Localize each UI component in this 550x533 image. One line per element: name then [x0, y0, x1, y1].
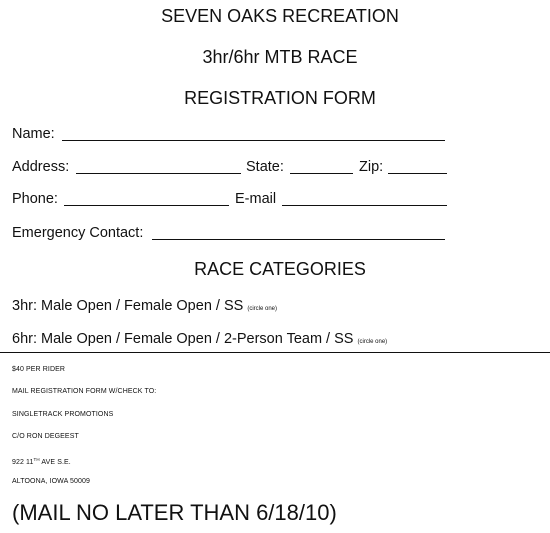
zip-line[interactable] — [388, 173, 447, 174]
street-name: AVE S.E. — [39, 459, 71, 466]
street-number: 922 11 — [12, 459, 34, 466]
race-categories-heading: RACE CATEGORIES — [194, 259, 366, 279]
name-line[interactable] — [62, 140, 445, 141]
address-line[interactable] — [76, 173, 241, 174]
state-line[interactable] — [290, 173, 353, 174]
emergency-contact-label: Emergency Contact: — [12, 225, 144, 241]
category-3hr-options: 3hr: Male Open / Female Open / SS — [12, 298, 244, 314]
email-line[interactable] — [282, 205, 447, 206]
org-title: SEVEN OAKS RECREATION — [161, 6, 399, 26]
circle-one-note: (circle one) — [357, 339, 388, 345]
mail-instruction: MAIL REGISTRATION FORM W/CHECK TO: — [12, 388, 157, 395]
category-6hr-options: 6hr: Male Open / Female Open / 2-Person Team / SS — [12, 331, 354, 347]
mail-attention: C/O RON DEGEEST — [12, 433, 79, 440]
mail-street — [12, 455, 71, 467]
form-title: REGISTRATION FORM — [184, 88, 376, 108]
category-3hr[interactable] — [12, 297, 277, 318]
state-label: State: — [246, 159, 284, 175]
circle-one-note: (circle one) — [247, 306, 278, 312]
mail-recipient: SINGLETRACK PROMOTIONS — [12, 411, 114, 418]
entry-fee: $40 PER RIDER — [12, 366, 66, 373]
event-title: 3hr/6hr MTB RACE — [202, 47, 358, 67]
phone-label: Phone: — [12, 191, 58, 207]
phone-line[interactable] — [64, 205, 229, 206]
zip-label: Zip: — [359, 159, 384, 175]
mail-city: ALTOONA, IOWA 50009 — [12, 478, 91, 485]
section-divider — [0, 352, 550, 353]
email-label: E-mail — [235, 191, 277, 207]
emergency-contact-line[interactable] — [152, 239, 445, 240]
mail-deadline: (MAIL NO LATER THAN 6/18/10) — [12, 500, 337, 525]
name-label: Name: — [12, 126, 55, 142]
category-6hr[interactable] — [12, 330, 387, 351]
address-label: Address: — [12, 159, 70, 175]
street-ordinal: TH — [33, 457, 40, 462]
